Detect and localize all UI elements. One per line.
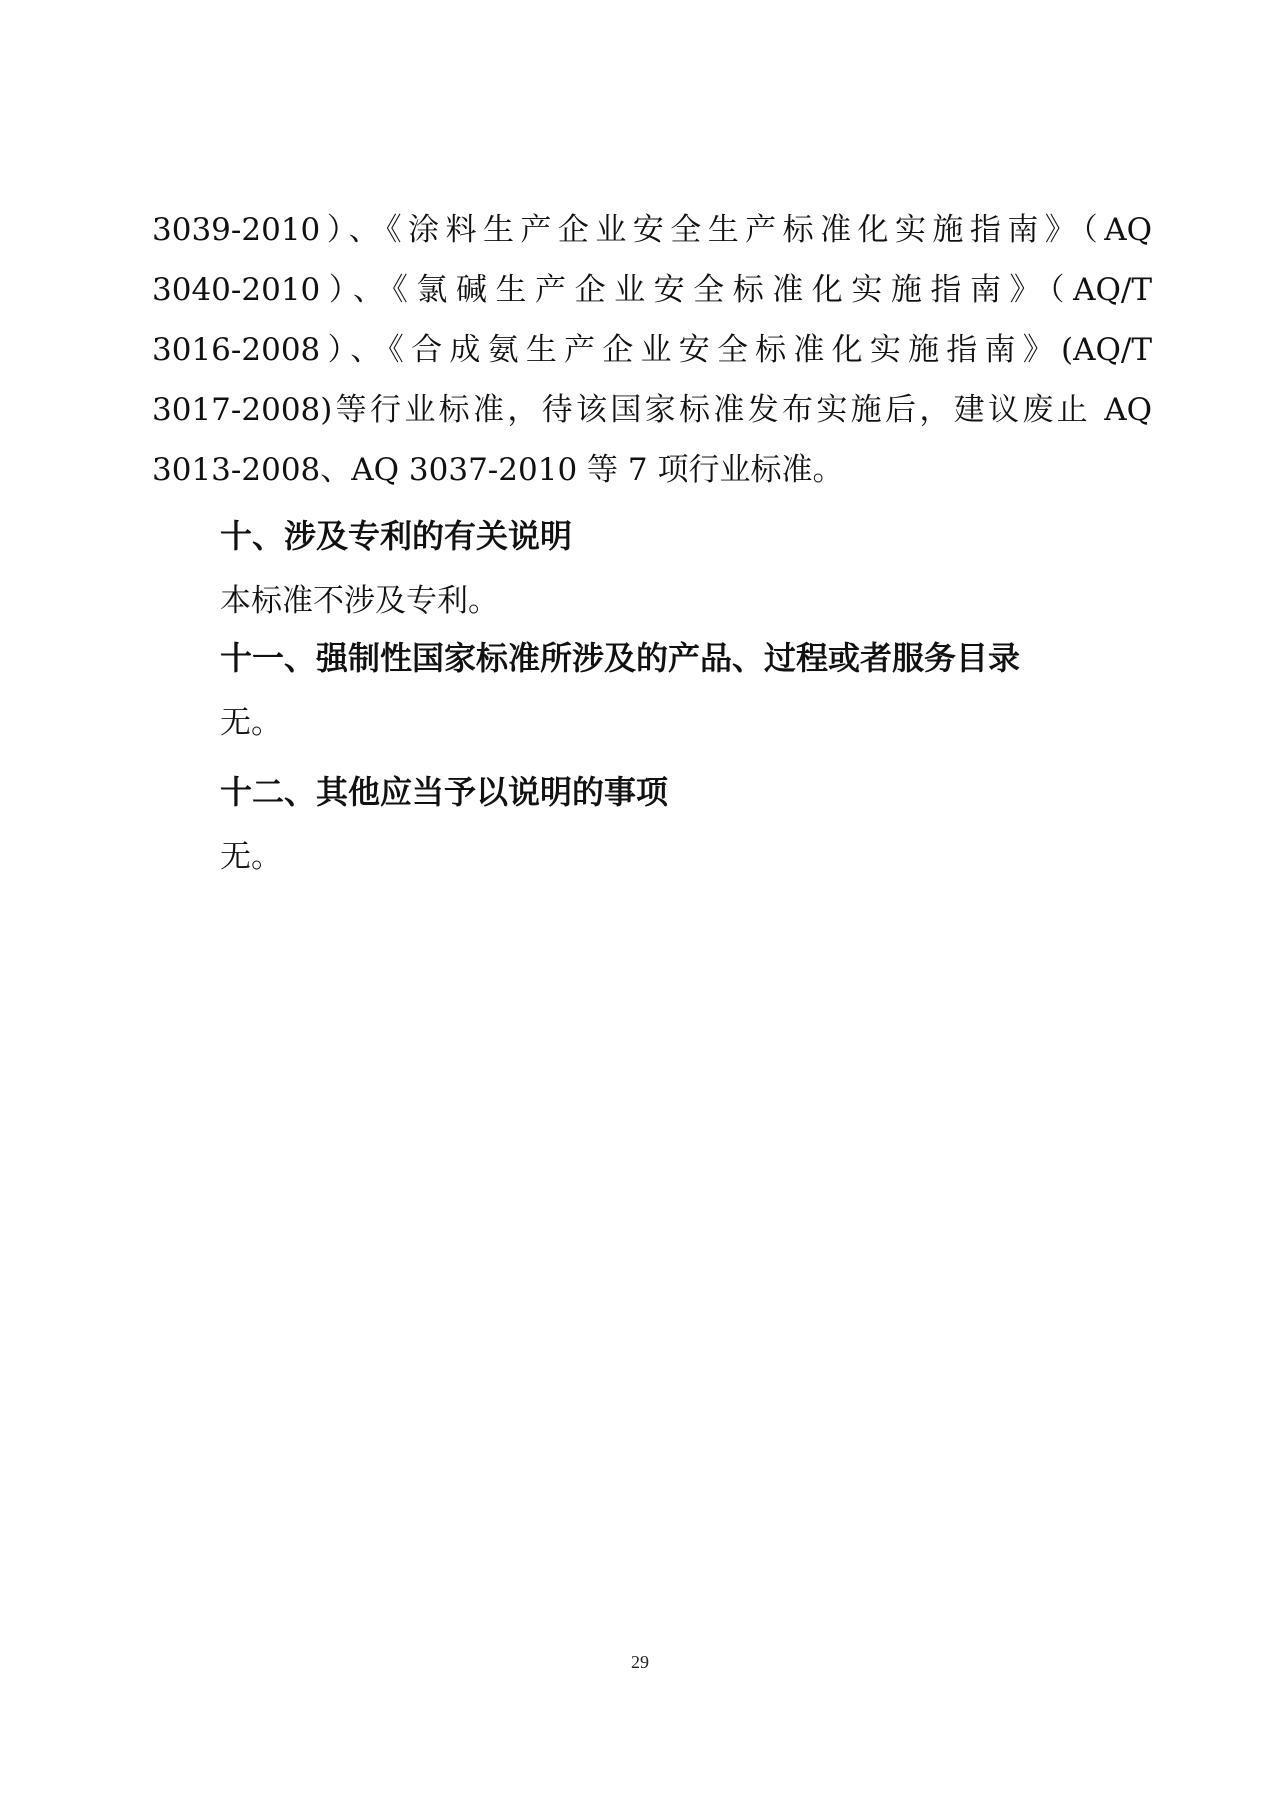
paragraph-line: 3013-2008、AQ 3037-2010 等 7 项行业标准。: [152, 452, 844, 488]
section-heading-mandatory-catalog: 十一、强制性国家标准所涉及的产品、过程或者服务目录: [220, 639, 1021, 677]
section-body-patent: 本标准不涉及专利。: [220, 583, 499, 619]
paragraph-line: 3039-2010）、《涂料生产企业安全生产标准化实施指南》（AQ: [152, 212, 1152, 248]
paragraph-line: 3016-2008）、《合成氨生产企业安全标准化实施指南》(AQ/T: [152, 332, 1152, 368]
paragraph-line: 3040-2010）、《氯碱生产企业安全标准化实施指南》（AQ/T: [152, 272, 1152, 308]
intro-paragraph: [152, 200, 1152, 500]
paragraph-line: 3017-2008)等行业标准，待该国家标准发布实施后，建议废止 AQ: [152, 392, 1152, 428]
page-number: 29: [631, 1652, 649, 1672]
section-heading-other-matters: 十二、其他应当予以说明的事项: [220, 773, 669, 811]
section-heading-patent: 十、涉及专利的有关说明: [220, 517, 573, 555]
section-body-mandatory-catalog: 无。: [220, 705, 282, 741]
section-body-other-matters: 无。: [220, 839, 282, 875]
